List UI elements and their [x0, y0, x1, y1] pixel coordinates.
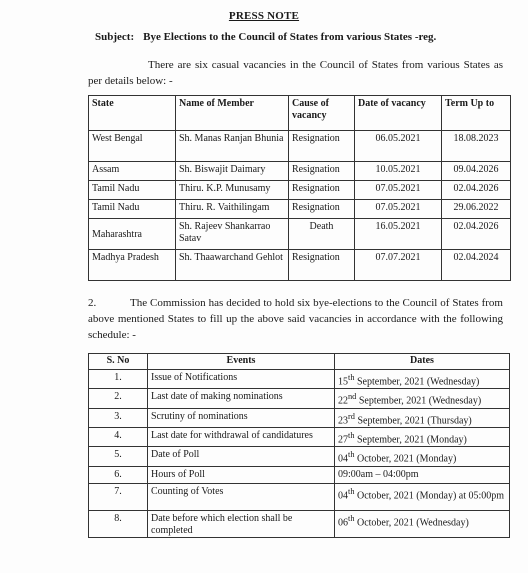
col-header-events: Events — [148, 354, 335, 370]
col-header-cause: Cause of vacancy — [289, 96, 355, 131]
vacancy-table — [88, 95, 511, 281]
paragraph-text: The Commission has decided to hold six bye-elections to the Council of States from above mentioned States to fill up the above said vacancies in accordance with the following schedule: - — [88, 297, 503, 341]
cell-date: 10.05.2021 — [355, 162, 442, 181]
cell-term: 02.04.2026 — [442, 181, 511, 200]
col-header-term: Term Up to — [442, 96, 511, 131]
intro-paragraph: There are six casual vacancies in the Council of States from various States as per details below: - — [88, 59, 503, 87]
cell-sno: 3. — [89, 408, 148, 427]
cell-date: 04th October, 2021 (Monday) — [335, 447, 510, 466]
cell-term: 02.04.2024 — [442, 250, 511, 281]
press-note-title: PRESS NOTE — [228, 10, 300, 22]
cell-event: Date of Poll — [148, 447, 335, 466]
cell-cause: Resignation — [289, 200, 355, 219]
col-header-state: State — [89, 96, 176, 131]
cell-state: West Bengal — [89, 131, 176, 162]
table-row — [89, 427, 510, 446]
cell-date: 23rd September, 2021 (Thursday) — [335, 408, 510, 427]
table-row — [89, 389, 510, 408]
cell-state: Tamil Nadu — [89, 181, 176, 200]
cell-event: Last date of making nominations — [148, 389, 335, 408]
cell-event: Counting of Votes — [148, 483, 335, 510]
cell-cause: Resignation — [289, 162, 355, 181]
table-row — [89, 181, 511, 200]
cell-event: Issue of Notifications — [148, 370, 335, 389]
cell-event: Date before which election shall be completed — [148, 510, 335, 537]
cell-date: 07.05.2021 — [355, 200, 442, 219]
col-header-date: Date of vacancy — [355, 96, 442, 131]
cell-term: 18.08.2023 — [442, 131, 511, 162]
cell-date: 07.07.2021 — [355, 250, 442, 281]
table-row — [89, 447, 510, 466]
cell-term: 29.06.2022 — [442, 200, 511, 219]
cell-cause: Resignation — [289, 131, 355, 162]
cell-date: 27th September, 2021 (Monday) — [335, 427, 510, 446]
cell-date: 04th October, 2021 (Monday) at 05:00pm — [335, 483, 510, 510]
cell-term: 02.04.2026 — [442, 219, 511, 250]
schedule-paragraph — [88, 295, 503, 343]
cell-state: Madhya Pradesh — [89, 250, 176, 281]
cell-event: Hours of Poll — [148, 466, 335, 483]
cell-date: 15th September, 2021 (Wednesday) — [335, 370, 510, 389]
subject-line — [95, 31, 436, 43]
cell-state: Maharashtra — [89, 219, 176, 250]
table-row — [89, 162, 511, 181]
cell-sno: 6. — [89, 466, 148, 483]
cell-sno: 5. — [89, 447, 148, 466]
cell-sno: 2. — [89, 389, 148, 408]
cell-member: Thiru. R. Vaithilingam — [176, 200, 289, 219]
table-row — [89, 131, 511, 162]
cell-cause: Resignation — [289, 181, 355, 200]
table-row — [89, 483, 510, 510]
cell-event: Scrutiny of nominations — [148, 408, 335, 427]
cell-sno: 1. — [89, 370, 148, 389]
subject-label: Subject: — [95, 31, 135, 43]
table-row — [89, 466, 510, 483]
cell-member: Sh. Thaawarchand Gehlot — [176, 250, 289, 281]
cell-member: Sh. Biswajit Daimary — [176, 162, 289, 181]
col-header-dates: Dates — [335, 354, 510, 370]
cell-date: 16.05.2021 — [355, 219, 442, 250]
table-row — [89, 408, 510, 427]
cell-cause: Death — [289, 219, 355, 250]
cell-sno: 7. — [89, 483, 148, 510]
paragraph-number: 2. — [88, 297, 97, 309]
cell-date: 06.05.2021 — [355, 131, 442, 162]
cell-member: Thiru. K.P. Munusamy — [176, 181, 289, 200]
cell-term: 09.04.2026 — [442, 162, 511, 181]
cell-state: Tamil Nadu — [89, 200, 176, 219]
table-row — [89, 219, 511, 250]
table-row — [89, 200, 511, 219]
cell-date: 07.05.2021 — [355, 181, 442, 200]
cell-date: 06th October, 2021 (Wednesday) — [335, 510, 510, 537]
vacancy-table-header — [89, 96, 511, 131]
table-row — [89, 250, 511, 281]
cell-sno: 4. — [89, 427, 148, 446]
col-header-member: Name of Member — [176, 96, 289, 131]
cell-date: 09:00am – 04:00pm — [335, 466, 510, 483]
cell-sno: 8. — [89, 510, 148, 537]
cell-date: 22nd September, 2021 (Wednesday) — [335, 389, 510, 408]
cell-state: Assam — [89, 162, 176, 181]
cell-member: Sh. Manas Ranjan Bhunia — [176, 131, 289, 162]
table-row — [89, 370, 510, 389]
subject-text: Bye Elections to the Council of States from various States -reg. — [143, 31, 437, 43]
cell-event: Last date for withdrawal of candidatures — [148, 427, 335, 446]
schedule-table-header — [89, 354, 510, 370]
cell-cause: Resignation — [289, 250, 355, 281]
cell-member: Sh. Rajeev Shankarrao Satav — [176, 219, 289, 250]
schedule-table — [88, 353, 510, 538]
col-header-sno: S. No — [89, 354, 148, 370]
table-row — [89, 510, 510, 537]
